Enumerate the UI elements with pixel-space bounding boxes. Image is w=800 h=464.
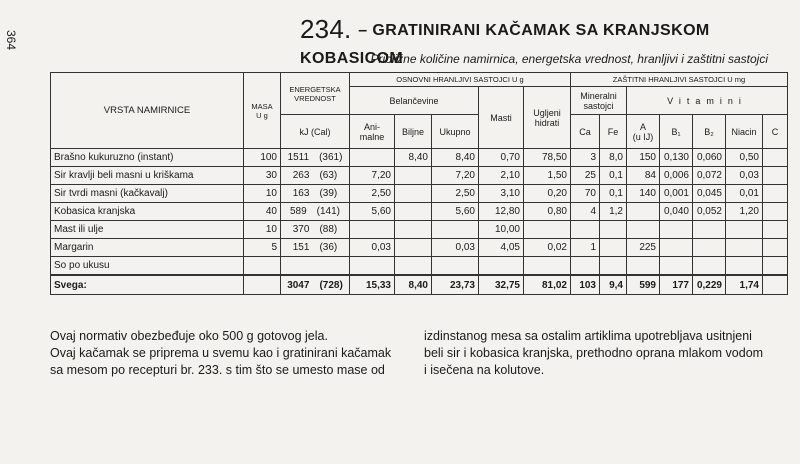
value-cell [524, 221, 571, 239]
value-cell: 9,4 [600, 275, 627, 295]
value-cell [600, 257, 627, 276]
value-cell: 8,0 [600, 149, 627, 167]
value-cell [350, 257, 395, 276]
table-row [51, 221, 788, 239]
value-cell [763, 167, 788, 185]
value-cell: 599 [627, 275, 660, 295]
value-cell: 81,02 [524, 275, 571, 295]
energy-kj: 1511 [287, 152, 310, 163]
value-cell: 8,40 [395, 275, 432, 295]
recipe-name: – GRATINIRANI KAČAMAK SA KRANJSKOM KOBASICOM [300, 22, 710, 67]
paragraph-line: izdinstanog mesa sa ostalim artiklima upotrebljava usitnjeni [424, 329, 752, 343]
food-name: So po ukusu [51, 257, 244, 276]
value-cell [660, 239, 693, 257]
energy-cell [281, 257, 350, 276]
energy-cell [281, 221, 350, 239]
food-name: Svega: [51, 275, 244, 295]
value-cell: 70 [571, 185, 600, 203]
value-cell: 0,50 [726, 149, 763, 167]
value-cell: 5,60 [350, 203, 395, 221]
value-cell: 23,73 [432, 275, 479, 295]
value-cell: 0,060 [693, 149, 726, 167]
energy-kj: 3047 [287, 279, 310, 291]
header-vitamini: Vitamini [627, 87, 788, 115]
value-cell: 0,01 [726, 185, 763, 203]
table-row [51, 185, 788, 203]
value-cell [726, 221, 763, 239]
paragraph-line: i isečena na kolutove. [424, 363, 545, 377]
paragraph-line: sa mesom po recepturi br. 233. s tim što se umesto mase od [50, 363, 385, 377]
value-cell: 10 [244, 221, 281, 239]
value-cell: 30 [244, 167, 281, 185]
value-cell: 10,00 [479, 221, 524, 239]
value-cell [350, 149, 395, 167]
energy-cell [281, 149, 350, 167]
value-cell: 7,20 [432, 167, 479, 185]
recipe-number: 234. [300, 14, 352, 44]
value-cell [432, 221, 479, 239]
value-cell: 2,50 [432, 185, 479, 203]
value-cell [432, 257, 479, 276]
energy-cal: (361) [319, 152, 343, 163]
value-cell: 15,33 [350, 275, 395, 295]
table-row [51, 239, 788, 257]
value-cell: 25 [571, 167, 600, 185]
value-cell: 4,05 [479, 239, 524, 257]
text-column-right [424, 328, 774, 379]
value-cell: 0,03 [726, 167, 763, 185]
energy-cal: (39) [319, 188, 338, 199]
value-cell: 150 [627, 149, 660, 167]
header-fe: Fe [600, 115, 627, 149]
header-kj: kJ (Cal) [281, 115, 350, 149]
energy-cell [281, 203, 350, 221]
food-name: Sir tvrdi masni (kačkavalj) [51, 185, 244, 203]
header-name: VRSTA NAMIRNICE [51, 73, 244, 149]
value-cell [693, 221, 726, 239]
value-cell: 1 [571, 239, 600, 257]
header-animalne: Ani- malne [350, 115, 395, 149]
value-cell: 0,70 [479, 149, 524, 167]
value-cell: 103 [571, 275, 600, 295]
header-biljne: Biljne [395, 115, 432, 149]
value-cell: 1,50 [524, 167, 571, 185]
table-row [51, 257, 788, 276]
value-cell [627, 221, 660, 239]
total-row [51, 275, 788, 295]
paragraph-line: Ovaj kačamak se priprema u svemu kao i gratinirani kačamak [50, 346, 392, 360]
value-cell [571, 257, 600, 276]
value-cell: 5 [244, 239, 281, 257]
value-cell [395, 167, 432, 185]
value-cell [395, 221, 432, 239]
energy-cal: (141) [316, 206, 341, 217]
value-cell: 10 [244, 185, 281, 203]
value-cell: 100 [244, 149, 281, 167]
energy-cal: (728) [319, 279, 343, 291]
value-cell [726, 239, 763, 257]
value-cell: 0,02 [524, 239, 571, 257]
value-cell [600, 239, 627, 257]
value-cell: 0,001 [660, 185, 693, 203]
food-name: Mast ili ulje [51, 221, 244, 239]
energy-cell [281, 275, 350, 295]
value-cell [395, 203, 432, 221]
value-cell: 225 [627, 239, 660, 257]
energy-cal: (36) [319, 242, 338, 253]
nutrition-table [50, 72, 788, 295]
value-cell: 32,75 [479, 275, 524, 295]
header-vitamin-a: A (u IJ) [627, 115, 660, 149]
value-cell: 0,03 [432, 239, 479, 257]
energy-cell [281, 167, 350, 185]
header-c: C [763, 115, 788, 149]
value-cell: 0,03 [350, 239, 395, 257]
table-row [51, 167, 788, 185]
value-cell: 0,045 [693, 185, 726, 203]
value-cell [627, 257, 660, 276]
value-cell [244, 257, 281, 276]
value-cell [660, 221, 693, 239]
header-mineralni: Mineralni sastojci [571, 87, 627, 115]
food-name: Brašno kukuruzno (instant) [51, 149, 244, 167]
value-cell [763, 149, 788, 167]
header-ugljeni: Ugljeni hidrati [524, 87, 571, 149]
value-cell [726, 257, 763, 276]
header-belancevine: Belančevine [350, 87, 479, 115]
header-osnovni: OSNOVNI HRANLJIVI SASTOJCI U g [350, 73, 571, 87]
page-number: 364 [4, 30, 18, 51]
value-cell: 0,80 [524, 203, 571, 221]
value-cell: 0,1 [600, 185, 627, 203]
value-cell: 1,20 [726, 203, 763, 221]
header-niacin: Niacin [726, 115, 763, 149]
value-cell [350, 221, 395, 239]
header-masa: MASA U g [244, 73, 281, 149]
value-cell: 8,40 [395, 149, 432, 167]
table-row [51, 149, 788, 167]
energy-kj: 263 [292, 170, 310, 181]
value-cell: 0,040 [660, 203, 693, 221]
value-cell [244, 275, 281, 295]
food-name: Sir kravlji beli masni u kriškama [51, 167, 244, 185]
value-cell: 3,10 [479, 185, 524, 203]
value-cell: 4 [571, 203, 600, 221]
energy-kj: 370 [292, 224, 310, 235]
value-cell: 3 [571, 149, 600, 167]
value-cell [627, 203, 660, 221]
value-cell [693, 239, 726, 257]
value-cell [395, 185, 432, 203]
energy-cell [281, 239, 350, 257]
value-cell [395, 257, 432, 276]
value-cell: 7,20 [350, 167, 395, 185]
paragraph-line: Ovaj normativ obezbeđuje oko 500 g gotovog jela. [50, 329, 328, 343]
value-cell: 140 [627, 185, 660, 203]
value-cell: 0,072 [693, 167, 726, 185]
value-cell: 177 [660, 275, 693, 295]
value-cell [660, 257, 693, 276]
header-energy: ENERGETSKA VREDNOST [281, 73, 350, 115]
value-cell: 0,229 [693, 275, 726, 295]
energy-cell [281, 185, 350, 203]
energy-kj: 589 [289, 206, 307, 217]
value-cell [763, 221, 788, 239]
value-cell: 0,006 [660, 167, 693, 185]
value-cell: 0,130 [660, 149, 693, 167]
value-cell [524, 257, 571, 276]
value-cell: 0,052 [693, 203, 726, 221]
energy-kj: 151 [292, 242, 310, 253]
value-cell: 84 [627, 167, 660, 185]
paragraph-line: beli sir i kobasica kranjska, prethodno oprana mlakom vodom [424, 346, 764, 360]
header-masti: Masti [479, 87, 524, 149]
energy-cal: (63) [319, 170, 338, 181]
value-cell: 2,10 [479, 167, 524, 185]
table-row [51, 203, 788, 221]
value-cell: 0,1 [600, 167, 627, 185]
text-column-left [50, 328, 400, 379]
header-ca: Ca [571, 115, 600, 149]
food-name: Margarin [51, 239, 244, 257]
value-cell [763, 257, 788, 276]
value-cell [479, 257, 524, 276]
value-cell [763, 239, 788, 257]
value-cell: 8,40 [432, 149, 479, 167]
value-cell [600, 221, 627, 239]
table-subtitle: Približne količine namirnica, energetska vrednost, hranljivi i zaštitni sastojci [370, 52, 768, 66]
value-cell: 78,50 [524, 149, 571, 167]
value-cell: 5,60 [432, 203, 479, 221]
energy-cal: (88) [319, 224, 338, 235]
value-cell: 12,80 [479, 203, 524, 221]
energy-kj: 163 [292, 188, 310, 199]
value-cell [763, 203, 788, 221]
value-cell: 2,50 [350, 185, 395, 203]
header-ukupno: Ukupno [432, 115, 479, 149]
value-cell [693, 257, 726, 276]
header-zastitni: ZAŠTITNI HRANLJIVI SASTOJCI U mg [571, 73, 788, 87]
value-cell [763, 185, 788, 203]
value-cell: 0,20 [524, 185, 571, 203]
value-cell: 1,2 [600, 203, 627, 221]
value-cell: 40 [244, 203, 281, 221]
food-name: Kobasica kranjska [51, 203, 244, 221]
header-b2: B₂ [693, 115, 726, 149]
header-b1: B₁ [660, 115, 693, 149]
value-cell [395, 239, 432, 257]
value-cell [763, 275, 788, 295]
value-cell: 1,74 [726, 275, 763, 295]
value-cell [571, 221, 600, 239]
